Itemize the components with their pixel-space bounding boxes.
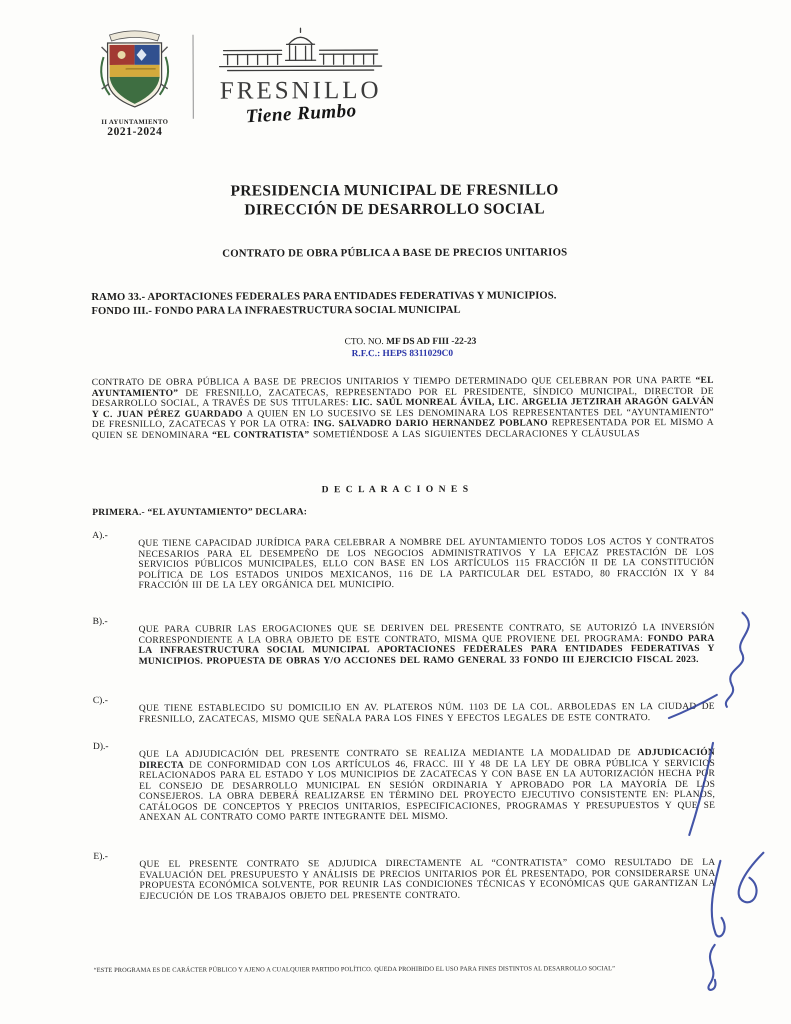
clause-c-text [139, 694, 715, 725]
contract-type-heading: CONTRATO DE OBRA PÚBLICA A BASE DE PRECIOS UNITARIOS [222, 246, 568, 260]
pen-mark-4 [739, 853, 764, 903]
clause-c-label: C).- [92, 696, 108, 707]
text-segment: QUE EL PRESENTE CONTRATO SE ADJUDICA DIRECTAMENTE AL “CONTRATISTA” COMO RESULTADO DE LA EVALUACIÓN DEL PRESUPUESTO Y ANÁLISIS DE PRECIOS UNITARIOS POR ÉL PRESENTADO, POR CONSIDERARSE UNA PROPUESTA ECONÓMICA SOLVENTE, POR REUNIR LAS CONDICIONES TÉCNICAS Y ECONÓMICAS QUE GARANTIZAN LA EJECUCIÓN DE LOS TRABAJOS OBJETO DEL PRESENTE CONTRATO. [139, 857, 716, 902]
clause-a-text [138, 529, 714, 592]
reference-block [345, 336, 477, 360]
text-segment: ADJUDICACIÓN DIRECTA [139, 747, 716, 771]
clause-b-text [139, 615, 715, 667]
clause-c [93, 694, 715, 725]
title-line-1: PRESIDENCIA MUNICIPAL DE FRESNILLO [230, 181, 559, 200]
header-divider [193, 35, 194, 119]
footer-disclaimer: “ESTE PROGRAMA ES DE CARÁCTER PÚBLICO Y AJENO A CUALQUIER PARTIDO POLÍTICO. QUEDA PROHIBIDO EL USO PARA FINES DISTINTOS AL DESARROLLO SOCIAL” [93, 965, 616, 975]
document-title [0, 180, 790, 221]
text-segment: QUE TIENE ESTABLECIDO SU DOMICILIO EN AV. PLATEROS NÚM. 1103 DE LA COL. ARBOLEDAS EN LA CIUDAD DE FRESNILLO, ZACATECAS, MISMO QUE SEÑALA PARA LOS FINES Y EFECTOS LEGALES DE ESTE CONTRATO. [138, 701, 715, 725]
text-segment: SOMETIÉNDOSE A LAS SIGUIENTES DECLARACIONES Y CLÁUSULAS [309, 428, 640, 440]
pen-mark-1 [726, 613, 750, 707]
contract-number-line [345, 336, 477, 348]
clause-d [93, 740, 715, 824]
clause-b-label: B).- [92, 617, 108, 628]
coat-of-arms-icon [94, 27, 174, 113]
text-segment: A QUIEN EN LO SUCESIVO SE LES DENOMINARA LOS REPRESENTANTES DEL “AYUNTAMIENTO” DE FRESNILLO, ZACATECAS Y POR LA OTRA: [91, 407, 714, 431]
clause-a-label: A).- [92, 531, 108, 542]
text-segment: CONTRATO DE OBRA PÚBLICA A BASE DE PRECIOS UNITARIOS Y TIEMPO DETERMINADO QUE CELEBRAN POR UNA PARTE [91, 375, 696, 389]
clause-e-label: E).- [93, 852, 108, 863]
primera-heading: PRIMERA.- “EL AYUNTAMIENTO” DECLARA: [92, 507, 308, 519]
text-segment: REPRESENTADA POR EL MISMO A QUIEN SE DENOMINARA [91, 417, 714, 441]
council-label: II AYUNTAMIENTO [101, 118, 169, 127]
text-segment: QUE TIENE CAPACIDAD JURÍDICA PARA CELEBRAR A NOMBRE DEL AYUNTAMIENTO TODOS LOS ACTOS Y CONTRATOS NECESARIOS PARA EL DESEMPEÑO DE LOS NEGOCIOS ADMINISTRATIVOS Y LA EFICAZ PRESTACIÓN DE LOS SERVICIOS PÚBLICOS MUNICIPALES, ELLO CON BASE EN LOS ARTÍCULOS 115 FRACCIÓN II DE LA CONSTITUCIÓN POLÍTICA DE LOS ESTADOS UNIDOS MEXICANOS, 116 DE LA PARTICULAR DEL ESTADO, 80 FRACCIÓN IX Y 84 FRACCIÓN III DE LA LEY ORGÁNICA DEL MUNICIPIO. [138, 536, 715, 591]
program-line-2: FONDO III.- FONDO PARA LA INFRAESTRUCTURA SOCIAL MUNICIPAL [91, 304, 461, 317]
text-segment: QUE LA ADJUDICACIÓN DEL PRESENTE CONTRATO SE REALIZA MEDIANTE LA MODALIDAD DE [139, 748, 638, 760]
text-segment: DE FRESNILLO, ZACATECAS, REPRESENTADO POR EL PRESIDENTE, SÍNDICO MUNICIPAL, DIRECTOR DE DESARROLLO SOCIAL, A TRAVÉS DE SUS TITULARES: [91, 386, 714, 410]
intro-paragraph [92, 376, 714, 441]
clause-e [93, 850, 715, 902]
text-segment: LIC. SAÚL MONREAL ÁVILA, LIC. ARGELIA JETZIRAH ARAGÓN GALVÁN Y C. JUAN PÉREZ GUARDADO [91, 396, 714, 420]
clause-d-label: D).- [92, 742, 109, 753]
text-segment: “EL CONTRATISTA” [212, 429, 310, 441]
text-segment: DE CONFORMIDAD CON LOS ARTÍCULOS 46, FRACC. III Y 48 DE LA LEY DE OBRA PÚBLICA Y SERVICIOS RELACIONADOS PARA EL ESTADO Y LOS MUNICIPIOS DE ZACATECAS Y CON BASE EN LA AUTORIZACIÓN HECHA POR EL CONSEJO DE DESARROLLO MUNICIPAL EN SESIÓN ORDINARIA Y APROBADO POR LA MAYORÍA DE LOS CONSEJEROS. LA OBRA DEBERÁ REALIZARSE EN TÉRMINO DEL PROYECTO EJECUTIVO CONSISTENTE EN: PLANOS, CATÁLOGOS DE CONCEPTOS Y PRECIOS UNITARIOS, ESPECIFICACIONES, PROGRAMAS Y PRESUPUESTOS Y QUE SE ANEXAN AL CONTRATO COMO PARTE INTEGRANTE DEL MISMO. [139, 758, 716, 823]
brand-name: FRESNILLO [219, 77, 382, 105]
clause-e-text [139, 850, 715, 902]
municipal-seal-block [84, 27, 184, 138]
program-heading [91, 289, 715, 318]
text-segment: QUE PARA CUBRIR LAS EROGACIONES QUE SE DERIVEN DEL PRESENTE CONTRATO, SE AUTORIZÓ LA INVERSIÓN CORRESPONDIENTE A LA OBRA OBJETO DE ESTE CONTRATO, MISMA QUE PROVIENE DEL PROGRAMA: [138, 622, 715, 646]
declarations-heading: D E C L A R A C I O N E S [321, 483, 470, 496]
council-term: 2021-2024 [107, 125, 163, 139]
rfc-line: R.F.C.: HEPS 8311029C0 [351, 348, 454, 360]
clause-d-text [139, 740, 715, 824]
contract-number-label: CTO. NO. [344, 337, 387, 348]
program-line-1: RAMO 33.- APORTACIONES FEDERALES PARA ENTIDADES FEDERATIVAS Y MUNICIPIOS. [91, 290, 557, 304]
brand-tagline: Tiene Rumbo [244, 100, 357, 128]
text-segment: FONDO PARA LA INFRAESTRUCTURA SOCIAL MUNICIPAL APORTACIONES FEDERALES PARA ENTIDADES FEDERATIVAS Y MUNICIPIOS. PROPUESTA DE OBRAS Y/O ACCIONES DEL RAMO GENERAL 33 FONDO III EJERCICIO FISCAL 2023. [138, 633, 715, 667]
city-brand-block [204, 26, 396, 126]
contract-number-value: MF DS AD FIII -22-23 [386, 336, 477, 348]
clause-b [93, 615, 715, 667]
title-line-2: DIRECCIÓN DE DESARROLLO SOCIAL [244, 200, 545, 219]
text-segment: “EL AYUNTAMIENTO” [91, 375, 714, 399]
clause-a [92, 529, 714, 592]
monument-icon [215, 26, 385, 75]
text-segment: ING. SALVADRO DARIO HERNANDEZ POBLANO [313, 418, 548, 430]
